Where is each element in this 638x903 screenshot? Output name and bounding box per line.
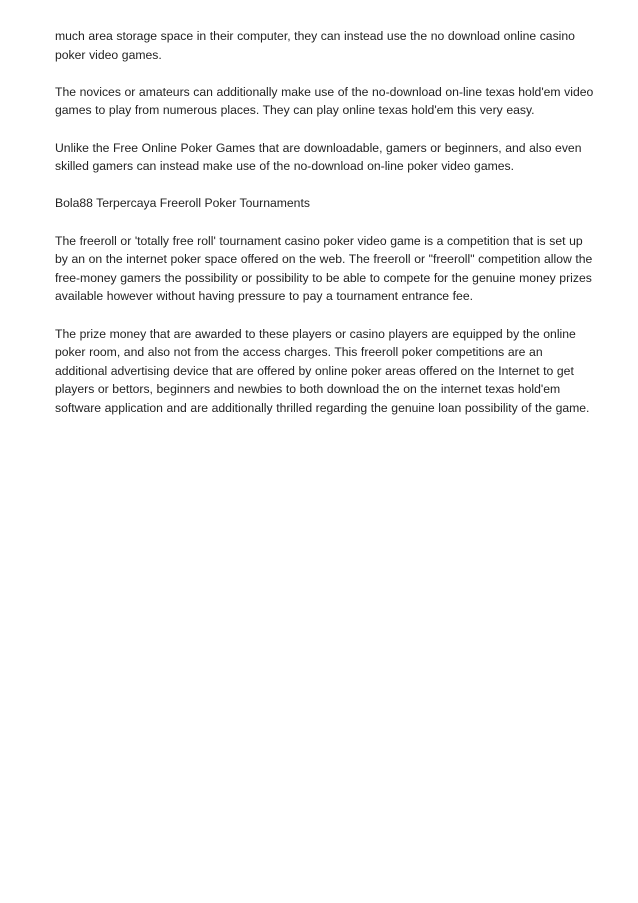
paragraph-1: much area storage space in their computer, they can instead use the no download online casino poker video games.: [55, 29, 575, 62]
paragraph-4: The freeroll or 'totally free roll' tournament casino poker video game is a competition that is set up by an on the internet poker space offered on the web. The freeroll or "freeroll" competition allow the free-money gamers the possibility or possibility to be able to compete for the genuine money prizes available however without having pressure to pay a tournament entrance fee.: [55, 233, 593, 304]
paragraph-5: The prize money that are awarded to these players or casino players are equipped by the online poker room, and also not from the access charges. This freeroll poker competitions are an additional advertising device that are offered by online poker areas offered on the Internet to get players or bettors, beginners and newbies to both download the on the internet texas hold'em software application and are additionally thrilled regarding the genuine loan possibility of the game.: [55, 326, 590, 415]
section-heading: Bola88 Terpercaya Freeroll Poker Tournaments: [55, 196, 310, 211]
paragraph-3: Unlike the Free Online Poker Games that are downloadable, gamers or beginners, and also even skilled gamers can instead make use of the no-download on-line poker video games.: [55, 140, 582, 174]
paragraph-2: The novices or amateurs can additionally make use of the no-download on-line texas hold'em video games to play from numerous places. They can play online texas hold'em this very easy.: [55, 84, 594, 118]
